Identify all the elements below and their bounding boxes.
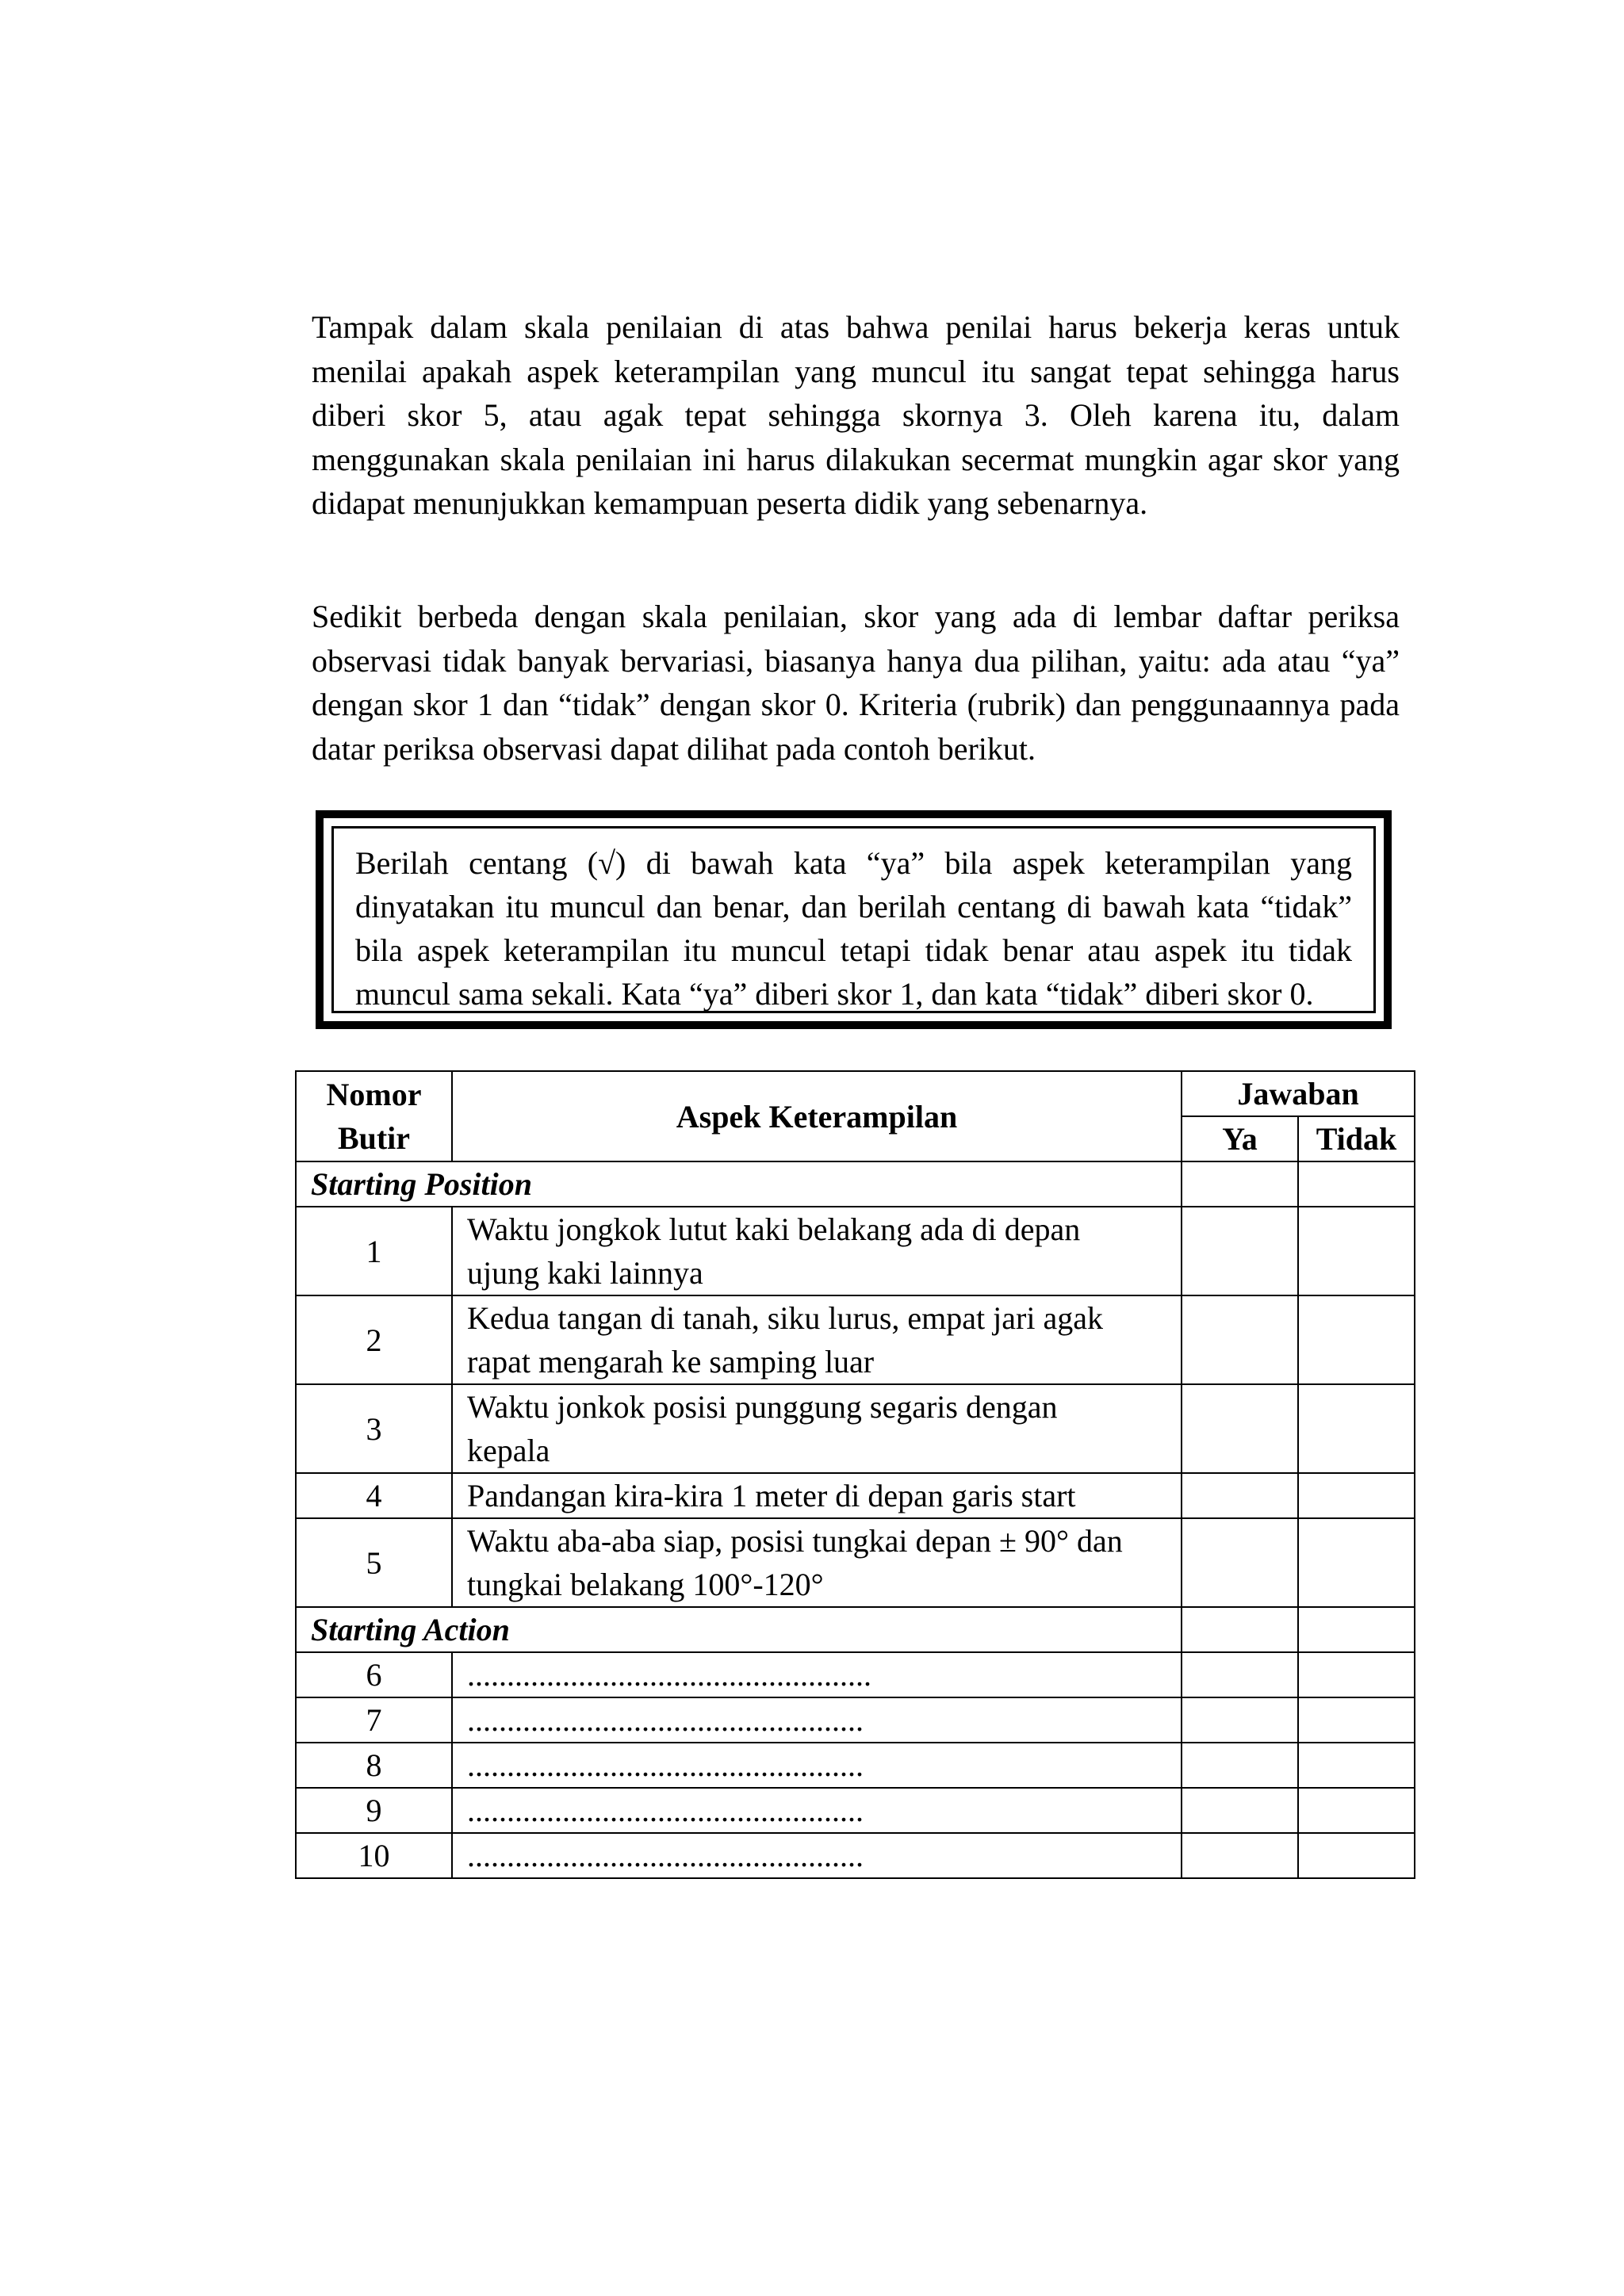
tidak-cell[interactable] bbox=[1298, 1161, 1415, 1207]
row-number: 3 bbox=[296, 1384, 452, 1473]
row-aspek bbox=[452, 1295, 1182, 1384]
header-jawaban: Jawaban bbox=[1182, 1071, 1415, 1116]
row-aspek-placeholder: .................................................. bbox=[452, 1743, 1182, 1788]
row-aspek: Pandangan kira-kira 1 meter di depan garis start bbox=[452, 1473, 1182, 1518]
aspek-line: kepala bbox=[467, 1433, 550, 1468]
tidak-cell[interactable] bbox=[1298, 1518, 1415, 1607]
tidak-cell[interactable] bbox=[1298, 1473, 1415, 1518]
paragraph-2: Sedikit berbeda dengan skala penilaian, skor yang ada di lembar daftar periksa observasi tidak banyak bervariasi, biasanya hanya dua pilihan, yaitu: ada atau “ya” dengan skor 1 dan “tidak” dengan skor 0. Kriteria (rubrik) dan penggunaannya pada datar periksa observasi dapat dilihat pada contoh berikut. bbox=[312, 599, 1400, 767]
row-number: 6 bbox=[296, 1652, 452, 1697]
ya-cell[interactable] bbox=[1182, 1743, 1298, 1788]
ya-cell[interactable] bbox=[1182, 1384, 1298, 1473]
instruction-box-inner-border bbox=[331, 826, 1376, 1013]
checklist-table bbox=[295, 1070, 1415, 1879]
tidak-cell[interactable] bbox=[1298, 1788, 1415, 1833]
ya-cell[interactable] bbox=[1182, 1295, 1298, 1384]
header-row-1 bbox=[296, 1071, 1415, 1116]
aspek-line: Waktu aba-aba siap, posisi tungkai depan ± 90° dan bbox=[467, 1523, 1123, 1559]
row-number: 9 bbox=[296, 1788, 452, 1833]
table-row bbox=[296, 1697, 1415, 1743]
header-tidak: Tidak bbox=[1298, 1116, 1415, 1161]
row-aspek bbox=[452, 1207, 1182, 1295]
section-title-starting-action: Starting Action bbox=[296, 1607, 1182, 1652]
aspek-line: Waktu jongkok lutut kaki belakang ada di depan bbox=[467, 1211, 1081, 1247]
header-ya: Ya bbox=[1182, 1116, 1298, 1161]
row-aspek bbox=[452, 1518, 1182, 1607]
table-row bbox=[296, 1788, 1415, 1833]
tidak-cell[interactable] bbox=[1298, 1743, 1415, 1788]
ya-cell[interactable] bbox=[1182, 1518, 1298, 1607]
row-number: 8 bbox=[296, 1743, 452, 1788]
header-aspek: Aspek Keterampilan bbox=[452, 1071, 1182, 1161]
section-title-starting-position: Starting Position bbox=[296, 1161, 1182, 1207]
row-number: 4 bbox=[296, 1473, 452, 1518]
row-number: 5 bbox=[296, 1518, 452, 1607]
table-row bbox=[296, 1384, 1415, 1473]
table-row bbox=[296, 1473, 1415, 1518]
row-aspek-placeholder: .................................................. bbox=[452, 1833, 1182, 1878]
row-aspek-placeholder: .................................................. bbox=[452, 1788, 1182, 1833]
ya-cell[interactable] bbox=[1182, 1207, 1298, 1295]
instruction-box bbox=[316, 810, 1392, 1029]
tidak-cell[interactable] bbox=[1298, 1295, 1415, 1384]
ya-cell[interactable] bbox=[1182, 1697, 1298, 1743]
row-number: 2 bbox=[296, 1295, 452, 1384]
ya-cell[interactable] bbox=[1182, 1788, 1298, 1833]
row-aspek-placeholder: ................................................... bbox=[452, 1652, 1182, 1697]
table-row bbox=[296, 1518, 1415, 1607]
tidak-cell[interactable] bbox=[1298, 1384, 1415, 1473]
aspek-line: rapat mengarah ke samping luar bbox=[467, 1344, 875, 1380]
row-aspek-placeholder: .................................................. bbox=[452, 1697, 1182, 1743]
aspek-line: Waktu jonkok posisi punggung segaris dengan bbox=[467, 1389, 1058, 1425]
ya-cell[interactable] bbox=[1182, 1652, 1298, 1697]
header-butir: Butir bbox=[337, 1120, 411, 1156]
table-row bbox=[296, 1652, 1415, 1697]
paragraph-1: Tampak dalam skala penilaian di atas bahwa penilai harus bekerja keras untuk menilai apakah aspek keterampilan yang muncul itu sangat tepat sehingga harus diberi skor 5, atau agak tepat sehingga skornya 3. Oleh karena itu, dalam menggunakan skala penilaian ini harus dilakukan secermat mungkin agar skor yang didapat menunjukkan kemampuan peserta didik yang sebenarnya. bbox=[312, 309, 1400, 521]
instruction-text: Berilah centang (√) di bawah kata “ya” bila aspek keterampilan yang dinyatakan itu muncul dan benar, dan berilah centang di bawah kata “tidak” bila aspek keterampilan itu muncul tetapi tidak benar atau aspek itu tidak muncul sama sekali. Kata “ya” diberi skor 1, dan kata “tidak” diberi skor 0. bbox=[355, 845, 1352, 1012]
tidak-cell[interactable] bbox=[1298, 1697, 1415, 1743]
ya-cell[interactable] bbox=[1182, 1607, 1298, 1652]
row-aspek bbox=[452, 1384, 1182, 1473]
row-number: 10 bbox=[296, 1833, 452, 1878]
aspek-line: tungkai belakang 100°-120° bbox=[467, 1567, 824, 1602]
table-row bbox=[296, 1833, 1415, 1878]
table-row bbox=[296, 1743, 1415, 1788]
ya-cell[interactable] bbox=[1182, 1473, 1298, 1518]
row-number: 7 bbox=[296, 1697, 452, 1743]
tidak-cell[interactable] bbox=[1298, 1607, 1415, 1652]
ya-cell[interactable] bbox=[1182, 1161, 1298, 1207]
table-row bbox=[296, 1295, 1415, 1384]
table-row bbox=[296, 1207, 1415, 1295]
tidak-cell[interactable] bbox=[1298, 1652, 1415, 1697]
aspek-line: ujung kaki lainnya bbox=[467, 1255, 703, 1291]
header-nomor-butir bbox=[296, 1071, 452, 1161]
section-row bbox=[296, 1161, 1415, 1207]
tidak-cell[interactable] bbox=[1298, 1207, 1415, 1295]
header-nomor: Nomor bbox=[326, 1077, 422, 1112]
row-number: 1 bbox=[296, 1207, 452, 1295]
tidak-cell[interactable] bbox=[1298, 1833, 1415, 1878]
aspek-line: Kedua tangan di tanah, siku lurus, empat jari agak bbox=[467, 1300, 1103, 1336]
ya-cell[interactable] bbox=[1182, 1833, 1298, 1878]
section-row bbox=[296, 1607, 1415, 1652]
